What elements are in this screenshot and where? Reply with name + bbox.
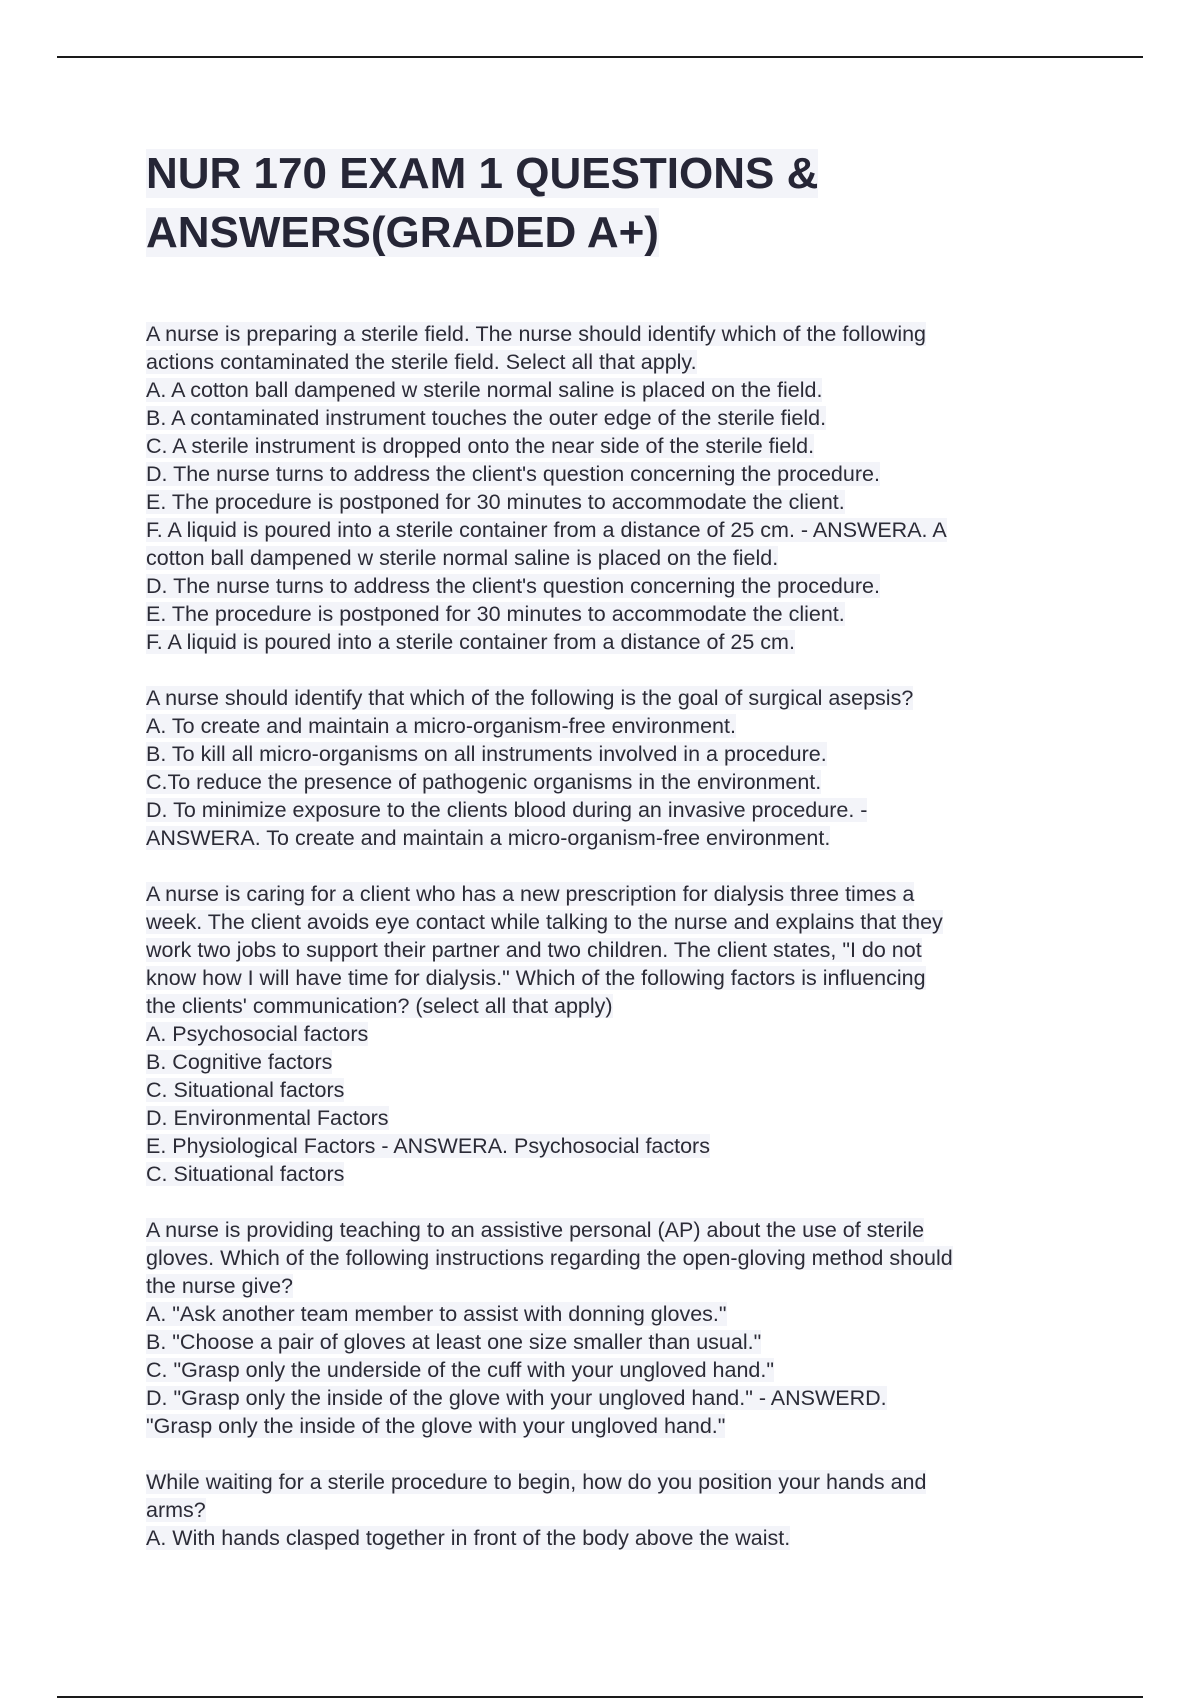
text-line bbox=[146, 404, 1066, 432]
text-line bbox=[146, 768, 1066, 796]
text-line-content: B. A contaminated instrument touches the outer edge of the sterile field. bbox=[146, 406, 827, 430]
text-line-content: A. To create and maintain a micro-organism-free environment. bbox=[146, 714, 736, 738]
text-line bbox=[146, 572, 1066, 600]
text-line bbox=[146, 600, 1066, 628]
text-line-content: arms? bbox=[146, 1498, 206, 1522]
text-line-content: actions contaminated the sterile field. Select all that apply. bbox=[146, 350, 697, 374]
text-line-content: A. Psychosocial factors bbox=[146, 1022, 369, 1046]
text-line bbox=[146, 1328, 1066, 1356]
text-line-content: D. "Grasp only the inside of the glove with your ungloved hand." - ANSWERD. bbox=[146, 1386, 887, 1410]
text-line-content: the nurse give? bbox=[146, 1274, 294, 1298]
text-line-content: A nurse is providing teaching to an assistive personal (AP) about the use of sterile bbox=[146, 1218, 925, 1242]
text-line bbox=[146, 432, 1066, 460]
text-line-content: D. The nurse turns to address the client's question concerning the procedure. bbox=[146, 462, 880, 486]
text-line bbox=[146, 1524, 1066, 1552]
page-title bbox=[146, 144, 1066, 262]
text-line bbox=[146, 1132, 1066, 1160]
question-block bbox=[146, 1216, 1066, 1440]
text-line bbox=[146, 1244, 1066, 1272]
text-line-content: gloves. Which of the following instructions regarding the open-gloving method should bbox=[146, 1246, 953, 1270]
text-line bbox=[146, 908, 1066, 936]
page-title-line: ANSWERS(GRADED A+) bbox=[146, 208, 659, 257]
text-line bbox=[146, 1468, 1066, 1496]
text-line bbox=[146, 992, 1066, 1020]
text-line bbox=[146, 712, 1066, 740]
text-line-content: know how I will have time for dialysis." Which of the following factors is influencing bbox=[146, 966, 926, 990]
text-line-content: D. To minimize exposure to the clients blood during an invasive procedure. - bbox=[146, 798, 868, 822]
text-line-content: cotton ball dampened w sterile normal saline is placed on the field. bbox=[146, 546, 779, 570]
document-body bbox=[146, 144, 1066, 1580]
text-line-content: week. The client avoids eye contact while talking to the nurse and explains that they bbox=[146, 910, 943, 934]
text-line-content: A. With hands clasped together in front of the body above the waist. bbox=[146, 1526, 791, 1550]
question-block bbox=[146, 320, 1066, 656]
text-line-content: C.To reduce the presence of pathogenic organisms in the environment. bbox=[146, 770, 822, 794]
question-block bbox=[146, 880, 1066, 1188]
text-line bbox=[146, 376, 1066, 404]
text-line-content: C. Situational factors bbox=[146, 1078, 345, 1102]
text-line-content: A. A cotton ball dampened w sterile normal saline is placed on the field. bbox=[146, 378, 823, 402]
text-line-content: While waiting for a sterile procedure to begin, how do you position your hands and bbox=[146, 1470, 927, 1494]
text-line-content: the clients' communication? (select all that apply) bbox=[146, 994, 613, 1018]
text-line-content: B. Cognitive factors bbox=[146, 1050, 333, 1074]
text-line-content: D. Environmental Factors bbox=[146, 1106, 389, 1130]
text-line bbox=[146, 1216, 1066, 1244]
text-line bbox=[146, 1020, 1066, 1048]
text-line-content: ANSWERA. To create and maintain a micro-organism-free environment. bbox=[146, 826, 831, 850]
text-line-content: C. "Grasp only the underside of the cuff with your ungloved hand." bbox=[146, 1358, 774, 1382]
text-line bbox=[146, 488, 1066, 516]
text-line bbox=[146, 1384, 1066, 1412]
question-list bbox=[146, 320, 1066, 1552]
text-line bbox=[146, 320, 1066, 348]
text-line bbox=[146, 684, 1066, 712]
text-line-content: A nurse should identify that which of the following is the goal of surgical asepsis? bbox=[146, 686, 914, 710]
text-line-content: "Grasp only the inside of the glove with your ungloved hand." bbox=[146, 1414, 726, 1438]
text-line bbox=[146, 740, 1066, 768]
text-line-content: A nurse is preparing a sterile field. The nurse should identify which of the following bbox=[146, 322, 927, 346]
text-line bbox=[146, 1496, 1066, 1524]
text-line-content: E. The procedure is postponed for 30 minutes to accommodate the client. bbox=[146, 602, 845, 626]
text-line bbox=[146, 460, 1066, 488]
text-line bbox=[146, 1104, 1066, 1132]
text-line-content: C. A sterile instrument is dropped onto the near side of the sterile field. bbox=[146, 434, 815, 458]
top-rule bbox=[57, 56, 1143, 58]
text-line bbox=[146, 544, 1066, 572]
text-line-content: E. Physiological Factors - ANSWERA. Psychosocial factors bbox=[146, 1134, 710, 1158]
page-title-line: NUR 170 EXAM 1 QUESTIONS & bbox=[146, 149, 819, 198]
text-line-content: B. "Choose a pair of gloves at least one size smaller than usual." bbox=[146, 1330, 762, 1354]
bottom-rule bbox=[57, 1696, 1143, 1698]
text-line bbox=[146, 880, 1066, 908]
text-line-content: F. A liquid is poured into a sterile container from a distance of 25 cm. bbox=[146, 630, 795, 654]
text-line bbox=[146, 516, 1066, 544]
text-line-content: A. "Ask another team member to assist with donning gloves." bbox=[146, 1302, 727, 1326]
text-line-content: work two jobs to support their partner and two children. The client states, "I do not bbox=[146, 938, 922, 962]
text-line bbox=[146, 1076, 1066, 1104]
text-line bbox=[146, 964, 1066, 992]
question-block bbox=[146, 1468, 1066, 1552]
text-line-content: C. Situational factors bbox=[146, 1162, 345, 1186]
text-line bbox=[146, 824, 1066, 852]
text-line bbox=[146, 796, 1066, 824]
text-line bbox=[146, 1160, 1066, 1188]
text-line-content: E. The procedure is postponed for 30 minutes to accommodate the client. bbox=[146, 490, 845, 514]
text-line bbox=[146, 1412, 1066, 1440]
text-line bbox=[146, 1048, 1066, 1076]
text-line bbox=[146, 628, 1066, 656]
text-line bbox=[146, 1272, 1066, 1300]
text-line-content: B. To kill all micro-organisms on all instruments involved in a procedure. bbox=[146, 742, 827, 766]
text-line-content: F. A liquid is poured into a sterile container from a distance of 25 cm. - ANSWERA. A bbox=[146, 518, 947, 542]
text-line bbox=[146, 348, 1066, 376]
text-line-content: A nurse is caring for a client who has a new prescription for dialysis three times a bbox=[146, 882, 915, 906]
text-line bbox=[146, 936, 1066, 964]
text-line bbox=[146, 1356, 1066, 1384]
text-line bbox=[146, 1300, 1066, 1328]
text-line-content: D. The nurse turns to address the client's question concerning the procedure. bbox=[146, 574, 880, 598]
question-block bbox=[146, 684, 1066, 852]
